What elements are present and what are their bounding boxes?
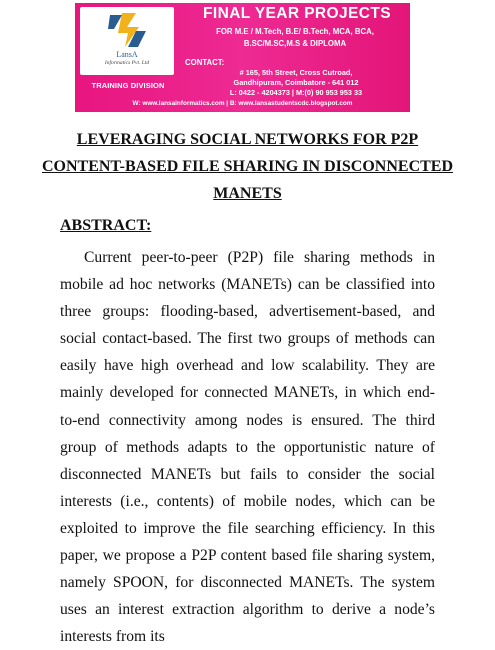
lansa-logo-mark-icon <box>80 7 174 53</box>
courses-line-1: FOR M.E / M.Tech, B.E/ B.Tech, MCA, BCA, <box>216 27 374 36</box>
header-banner <box>75 3 410 112</box>
logo-tagline: Informatics Pvt. Ltd <box>104 60 150 66</box>
abstract-heading: ABSTRACT: <box>60 217 152 234</box>
contact-label: CONTACT: <box>185 58 225 67</box>
address-line-1: # 165, 5th Street, Cross Cutroad, <box>239 68 353 77</box>
phone-line: L: 0422 - 4204373 | M:(0) 90 953 953 33 <box>229 88 363 97</box>
company-logo <box>80 7 174 75</box>
abstract-body: Current peer-to-peer (P2P) file sharing methods in mobile ad hoc networks (MANETs) can be classified into three groups: flooding-based, advertisement-based, and social contact-based. The first two groups of methods can easily have high overhead and low scalability. They are mainly developed for connected MANETs, in which end-to-end connectivity among nodes is ensured. The third group of methods adapts to the opportunistic nature of disconnected MANETs but fails to consider the social interests (i.e., contents) of mobile nodes, which can be exploited to improve the file searching efficiency. In this paper, we propose a P2P content based file sharing system, namely SPOON, for disconnected MANETs. The system uses an interest extraction algorithm to derive a node’s interests from its <box>60 249 435 646</box>
banner-title: FINAL YEAR PROJECTS <box>203 5 391 22</box>
training-division-label: TRAINING DIVISION <box>91 81 165 90</box>
website-line: W: www.lansainformatics.com | B: www.lansastudentscdc.blogspot.com <box>132 100 353 107</box>
logo-name: LansA <box>116 50 138 59</box>
document-title: LEVERAGING SOCIAL NETWORKS FOR P2P CONTENT-BASED FILE SHARING IN DISCONNECTED MANETS <box>41 131 454 202</box>
courses-line-2: B.SC/M.SC,M.S & DIPLOMA <box>243 39 347 48</box>
address-line-2: Gandhipuram, Coimbatore - 641 012 <box>233 78 359 87</box>
